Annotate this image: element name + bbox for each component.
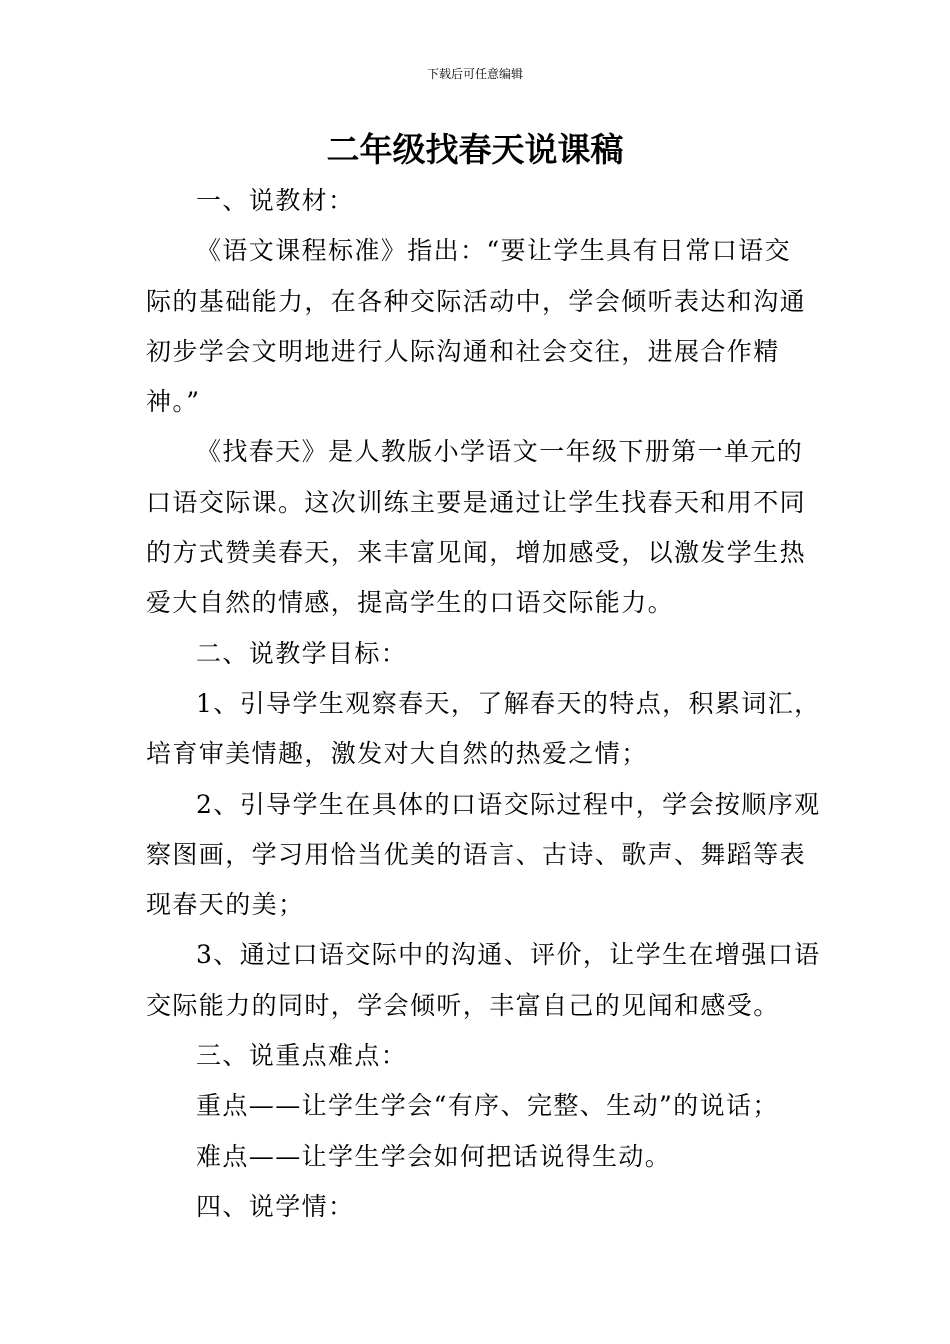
text-line: 《语文课程标准》指出：“要让学生具有日常口语交 (196, 236, 791, 266)
text-line: 口语交际课。这次训练主要是通过让学生找春天和用不同 (146, 487, 807, 517)
text-line: 二、说教学目标： (196, 638, 408, 668)
text-line: 神。” (146, 387, 201, 417)
text-line: 爱大自然的情感，提高学生的口语交际能力。 (146, 588, 675, 618)
text-line: 三、说重点难点： (196, 1041, 408, 1071)
text-line: 1、引导学生观察春天，了解春天的特点，积累词汇， (196, 688, 821, 718)
text-line: 《找春天》是人教版小学语文一年级下册第一单元的 (196, 437, 804, 467)
document-body (146, 176, 821, 1232)
text-line: 四、说学情： (196, 1191, 355, 1221)
document-title: 二年级找春天说课稿 (326, 130, 624, 169)
text-line: 重点——让学生学会“有序、完整、生动”的说话； (196, 1091, 779, 1121)
text-line: 2、引导学生在具体的口语交际过程中，学会按顺序观 (196, 789, 821, 819)
text-line: 交际能力的同时，学会倾听，丰富自己的见闻和感受。 (146, 990, 780, 1020)
text-line: 现春天的美； (146, 890, 305, 920)
text-line: 3、通过口语交际中的沟通、评价，让学生在增强口语 (196, 940, 821, 970)
text-line: 的方式赞美春天，来丰富见闻，增加感受，以激发学生热 (146, 538, 807, 568)
header-note: 下载后可任意编辑 (426, 67, 523, 81)
text-line: 际的基础能力，在各种交际活动中，学会倾听表达和沟通 (146, 286, 807, 316)
text-line: 培育审美情趣，激发对大自然的热爱之情； (146, 739, 648, 769)
text-line: 初步学会文明地进行人际沟通和社会交往，进展合作精 (146, 336, 780, 366)
text-line: 察图画，学习用恰当优美的语言、古诗、歌声、舞蹈等表 (146, 839, 807, 869)
text-line: 一、说教材： (196, 186, 355, 215)
text-line: 难点——让学生学会如何把话说得生动。 (196, 1141, 672, 1171)
